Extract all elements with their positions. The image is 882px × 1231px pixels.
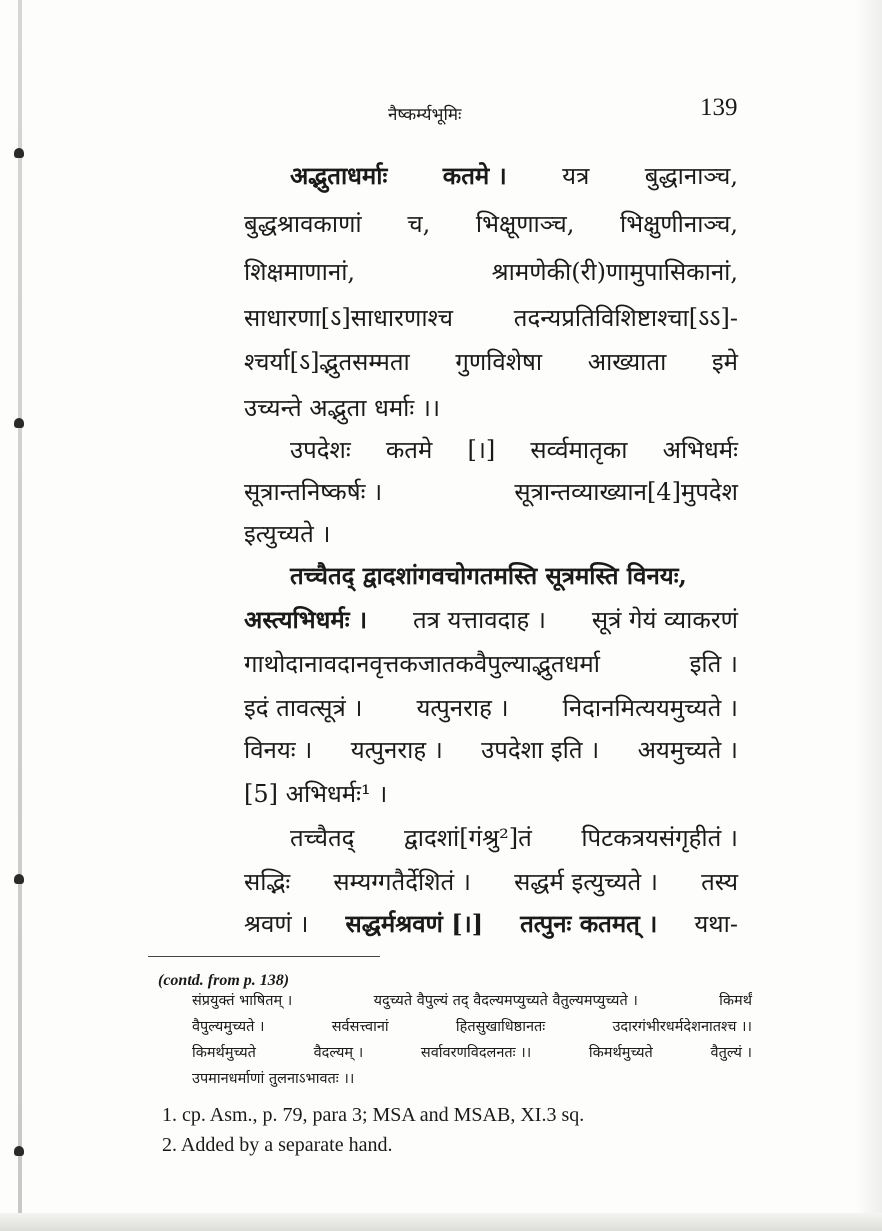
text-line [290, 560, 738, 592]
text-span: तच्चैतद् [290, 824, 355, 852]
text-span: अयमुच्यते । [637, 736, 738, 764]
text-span: सद्धर्मश्रवणं [।] [345, 909, 484, 938]
text-line [244, 866, 738, 898]
text-span: अद्भुताधर्माः [290, 161, 388, 190]
text-span: यत्पुनराह । [350, 736, 443, 764]
text-span: तत्र यत्तावदाह । [412, 606, 546, 634]
text-span: भिक्षूणाञ्च, [475, 210, 575, 238]
text-span: सर्वावरणविदलनतः ।। [420, 1045, 532, 1061]
text-span: यत्पुनराह । [416, 694, 509, 722]
text-line [244, 302, 738, 334]
text-span: किमर्थमुच्यते [588, 1045, 653, 1061]
text-span: संप्रयुक्तं भाषितम् । [192, 993, 293, 1009]
text-span: सम्यग्गतैर्देशितं । [333, 868, 471, 896]
text-span: तत्पुनः कतमत् । [520, 909, 658, 938]
text-span: कतमे [385, 436, 433, 464]
text-span: यदुच्यते वैपुल्यं तद् वैदल्यमप्युच्यते वैतुल्यमप्युच्यते । [373, 993, 638, 1009]
footnote-continued: (contd. from p. 138) [158, 972, 290, 989]
text-span: वैदल्यम् । [313, 1045, 364, 1061]
text-line [244, 604, 738, 636]
text-span: सद्भिः [244, 868, 291, 896]
text-span: उच्यन्ते अद्भुता धर्माः ।। [244, 394, 441, 422]
text-span: निदानमित्ययमुच्यते । [562, 694, 738, 722]
footnote-line [192, 990, 752, 1012]
text-span: सर्व्वमातृका [530, 436, 628, 464]
text-span: सूत्रान्तनिष्कर्षः । [244, 478, 383, 506]
text-line [244, 256, 738, 288]
binding-mark [14, 148, 24, 158]
book-binding-edge [18, 0, 22, 1231]
text-span: बुद्धानाञ्च, [644, 162, 738, 190]
page-bottom-edge [0, 1213, 882, 1231]
footnote-line [192, 1016, 752, 1038]
text-span: हितसुखाधिष्ठानतः [455, 1019, 546, 1035]
text-span: द्वादशां[गंश्रु²]तं [403, 824, 532, 852]
text-span: तदन्यप्रतिविशिष्टाश्चा[ऽऽ]- [513, 304, 738, 332]
text-span: आख्याता [587, 348, 667, 376]
running-header: नैष्कर्म्यभूमिः [388, 105, 462, 125]
text-span: उपमानधर्माणां तुलनाऽभावतः ।। [192, 1071, 355, 1087]
text-span: किमर्थमुच्यते [192, 1045, 256, 1061]
text-span: वैतुल्यं । [710, 1045, 752, 1061]
page-shadow [856, 0, 882, 1231]
text-line [244, 734, 738, 766]
endnote-1: 1. cp. Asm., p. 79, para 3; MSA and MSAB, XI.3 sq. [162, 1104, 585, 1126]
text-span: इमे [711, 348, 738, 376]
text-span: [।] [467, 436, 496, 464]
text-span: सूत्रान्तव्याख्यान[4]मुपदेश [514, 478, 738, 506]
text-span: श्रामणेकी(री)णामुपासिकानां, [491, 258, 738, 286]
text-span: विनयः । [244, 736, 313, 764]
text-line [244, 392, 738, 424]
binding-mark [14, 1146, 24, 1156]
footnote-line [192, 1068, 752, 1090]
text-span: वैपुल्यमुच्यते । [192, 1019, 265, 1035]
text-span: इदं तावत्सूत्रं । [244, 694, 363, 722]
text-span: तच्चैतद् द्वादशांगवचोगतमस्ति सूत्रमस्ति विनयः, [290, 561, 687, 590]
text-line [244, 648, 738, 680]
text-span: यथा- [694, 910, 738, 938]
text-span: साधारणा[ऽ]साधारणाश्च [244, 304, 453, 332]
text-span: उदारगंभीरधर्मदेशनातश्च ।। [612, 1019, 752, 1035]
text-line [290, 822, 738, 854]
text-span: श्रवणं । [244, 910, 309, 938]
text-span: अभिधर्मः [662, 436, 738, 464]
text-span: इत्युच्यते । [244, 520, 331, 548]
text-span: गुणविशेषा [455, 348, 543, 376]
text-span: उपदेशः [290, 436, 351, 464]
text-span: कतमे । [442, 161, 507, 190]
text-span: च, [407, 210, 431, 238]
text-line [244, 908, 738, 940]
text-line [290, 434, 738, 466]
text-span: गाथोदानावदानवृत्तकजातकवैपुल्याद्भुतधर्मा [244, 650, 600, 678]
page-number: 139 [700, 94, 738, 121]
text-span: पिटकत्रयसंगृहीतं । [581, 824, 738, 852]
binding-mark [14, 418, 24, 428]
text-span: इति । [689, 650, 738, 678]
text-line [244, 208, 738, 240]
text-span: अस्त्यभिधर्मः । [244, 605, 368, 634]
binding-mark [14, 874, 24, 884]
text-line [244, 692, 738, 724]
text-span: उपदेशा इति । [481, 736, 600, 764]
text-span: भिक्षुणीनाञ्च, [620, 210, 738, 238]
footnote-rule [148, 956, 380, 957]
text-line [244, 778, 738, 810]
text-span: सूत्रं गेयं व्याकरणं [591, 606, 738, 634]
text-line [244, 346, 738, 378]
text-span: यत्र [562, 162, 590, 190]
text-span: [5] अभिधर्मः¹ । [244, 780, 388, 808]
text-span: श्चर्या[ऽ]द्भुतसम्मता [244, 348, 410, 376]
text-span: बुद्धश्रावकाणां [244, 210, 362, 238]
text-span: सद्धर्म इत्युच्यते । [514, 868, 658, 896]
endnote-2: 2. Added by a separate hand. [162, 1134, 393, 1156]
text-span: तस्य [701, 868, 738, 896]
text-span: शिक्षमाणानां, [244, 258, 356, 286]
text-line [244, 476, 738, 508]
text-line [290, 160, 738, 192]
text-span: किमर्थं [719, 993, 752, 1009]
footnote-line [192, 1042, 752, 1064]
text-span: सर्वसत्त्वानां [331, 1019, 389, 1035]
text-line [244, 518, 738, 550]
